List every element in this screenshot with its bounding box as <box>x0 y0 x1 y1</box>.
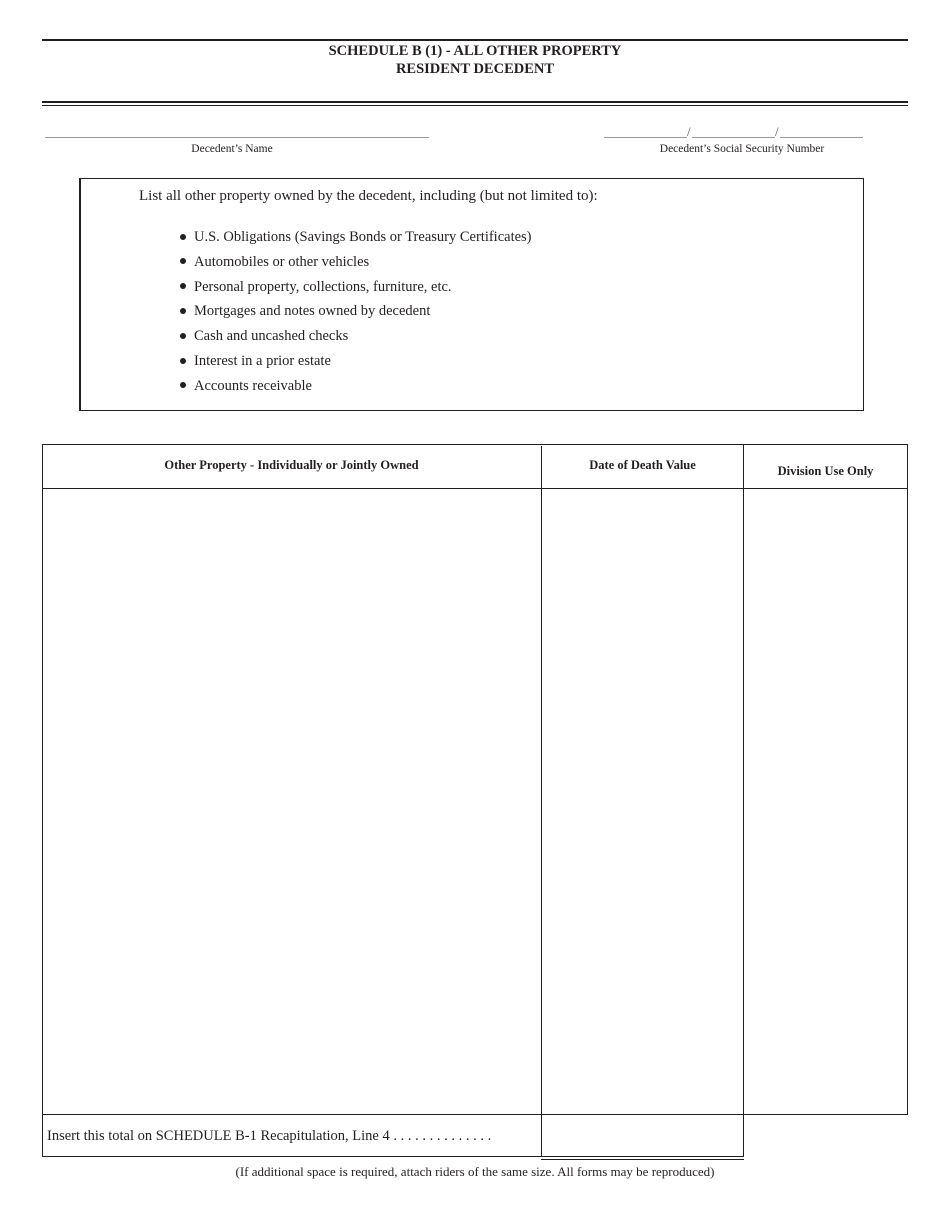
list-item <box>180 299 532 324</box>
column-header-other-property: Other Property - Individually or Jointly Owned <box>164 458 419 472</box>
total-double-underline <box>541 1159 744 1160</box>
footnote: (If additional space is required, attach riders of the same size. All forms may be reproduced) <box>235 1164 715 1179</box>
ssn-separator-2: / <box>775 124 779 139</box>
list-item <box>180 374 532 399</box>
decedent-name-field[interactable] <box>45 137 429 138</box>
table-total-bottom-border <box>42 1156 744 1157</box>
bullet-icon <box>180 382 186 388</box>
list-item-text: Automobiles or other vehicles <box>194 253 370 270</box>
date-of-death-value-area[interactable] <box>542 489 743 1114</box>
title-double-rule-top <box>42 101 908 103</box>
list-item <box>180 250 532 275</box>
ssn-field-part3[interactable] <box>780 137 863 138</box>
total-label: Insert this total on SCHEDULE B-1 Recapitulation, Line 4 . . . . . . . . . . . . . . <box>47 1128 492 1144</box>
instructions-box <box>79 178 864 411</box>
column-header-date-of-death-value: Date of Death Value <box>589 458 696 472</box>
bullet-icon <box>180 283 186 289</box>
ssn-label: Decedent’s Social Security Number <box>659 143 825 155</box>
total-value-field[interactable] <box>542 1115 743 1156</box>
schedule-subtitle: RESIDENT DECEDENT <box>395 61 555 77</box>
ssn-separator-1: / <box>687 124 691 139</box>
ssn-field-part1[interactable] <box>604 137 687 138</box>
list-item <box>180 275 532 300</box>
schedule-title: SCHEDULE B (1) - ALL OTHER PROPERTY <box>328 43 622 59</box>
list-item <box>180 225 532 250</box>
table-top-border <box>42 444 908 445</box>
bullet-icon <box>180 258 186 264</box>
bullet-icon <box>180 333 186 339</box>
division-use-area <box>744 489 907 1114</box>
list-item-text: Mortgages and notes owned by decedent <box>194 303 431 320</box>
bullet-icon <box>180 308 186 314</box>
list-item-text: U.S. Obligations (Savings Bonds or Treasury Certificates) <box>194 229 532 245</box>
bullet-icon <box>180 234 186 240</box>
instructions-intro: List all other property owned by the decedent, including (but not limited to): <box>139 188 598 204</box>
property-description-area[interactable] <box>43 489 541 1114</box>
top-rule <box>42 39 908 41</box>
list-item-text: Personal property, collections, furniture, etc. <box>194 278 452 295</box>
decedent-name-label: Decedent’s Name <box>191 143 273 155</box>
property-type-list <box>180 225 532 399</box>
list-item-text: Interest in a prior estate <box>194 352 331 369</box>
list-item-text: Accounts receivable <box>194 377 312 394</box>
ssn-field-part2[interactable] <box>692 137 775 138</box>
table-body-bottom-border <box>42 1114 908 1115</box>
list-item-text: Cash and uncashed checks <box>194 328 349 345</box>
bullet-icon <box>180 358 186 364</box>
title-double-rule-bottom <box>42 105 908 106</box>
table-right-border <box>907 444 908 1114</box>
list-item <box>180 349 532 374</box>
list-item <box>180 324 532 349</box>
column-header-division-use-only: Division Use Only <box>777 464 874 478</box>
